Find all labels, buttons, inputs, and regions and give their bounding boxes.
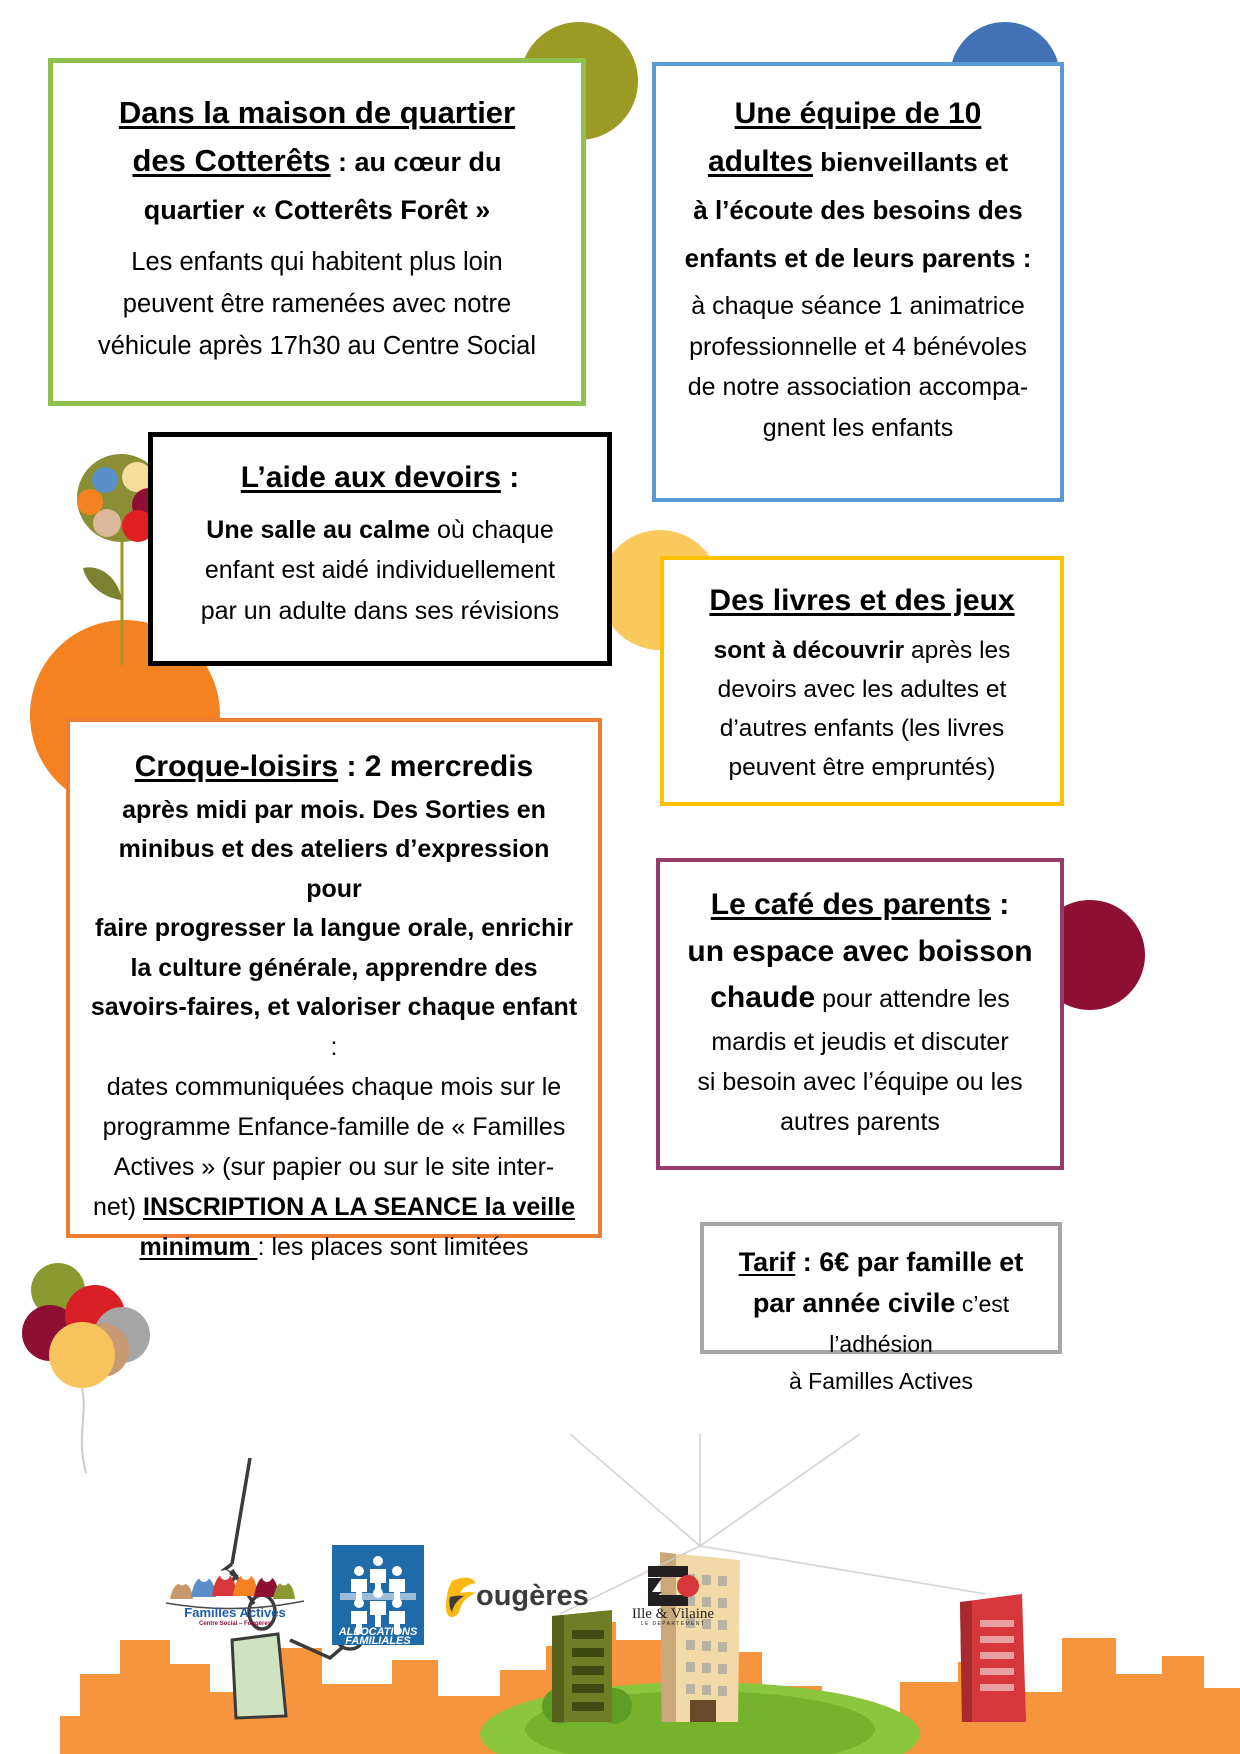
maison-body-line1: Les enfants qui habitent plus loin bbox=[131, 248, 503, 277]
card-equipe-adultes bbox=[652, 62, 1064, 502]
tarif-heading-rest: : 6€ par famille et bbox=[795, 1247, 1024, 1277]
equipe-heading-line4: enfants et de leurs parents : bbox=[684, 243, 1032, 273]
tarif-heading-line2-rest: c’est l’adhésion bbox=[829, 1290, 1010, 1357]
equipe-body-line4: gnent les enfants bbox=[762, 413, 954, 442]
cafe-heading-rest: : bbox=[990, 888, 1010, 921]
card-tarif bbox=[700, 1222, 1062, 1394]
ille-et-vilaine-logo-icon bbox=[618, 1564, 728, 1626]
maison-body-line2: peuvent être ramenées avec notre bbox=[122, 290, 512, 319]
equipe-body-line1: à chaque séance 1 animatrice bbox=[691, 292, 1025, 320]
croque-body-line1: dates communiquées chaque mois sur le bbox=[106, 1073, 562, 1101]
card-livres-et-jeux bbox=[660, 556, 1064, 806]
croque-heading-rest: : 2 mercredis bbox=[338, 750, 534, 783]
cafe-heading-underlined: Le café des parents bbox=[710, 888, 991, 921]
croque-body-line3: Actives » (sur papier ou sur le site inter- bbox=[113, 1153, 555, 1181]
tarif-heading-underlined: Tarif bbox=[738, 1247, 796, 1277]
croque-sub-line5-rest: : bbox=[330, 1032, 338, 1061]
livres-body-line2: devoirs avec les adultes et bbox=[717, 675, 1007, 703]
croque-sub-line1-rest: Des Sorties en bbox=[365, 795, 546, 824]
aide-body-line2: enfant est aidé individuellement bbox=[204, 556, 556, 585]
croque-body-line2: programme Enfance-famille de « Familles bbox=[102, 1113, 566, 1141]
croque-sub-line1: après midi par mois. bbox=[122, 795, 366, 824]
partner-logos bbox=[160, 1540, 750, 1650]
maison-heading-line3: quartier « Cotterêts Forêt » bbox=[143, 195, 491, 226]
equipe-heading-line1: Une équipe de 10 bbox=[734, 97, 982, 130]
caf-allocations-familiales-logo-icon bbox=[332, 1545, 424, 1645]
croque-sub-line4: la culture générale, apprendre des bbox=[130, 953, 538, 982]
livres-body-line3: d’autres enfants (les livres bbox=[719, 714, 1005, 742]
card-aide-aux-devoirs bbox=[148, 432, 612, 666]
ille-vilaine-subtitle: LE DEPARTEMENT bbox=[640, 1621, 706, 1626]
croque-sub-line5: savoirs-faires, et valoriser chaque enfant bbox=[90, 993, 578, 1021]
croque-body-line5-underlined: minimum bbox=[139, 1233, 258, 1261]
livres-body-line4: peuvent être empruntés) bbox=[728, 754, 996, 782]
cafe-body-line1: mardis et jeudis et discuter bbox=[711, 1027, 1009, 1056]
card-cafe-des-parents bbox=[656, 858, 1064, 1170]
cafe-heading-line3-rest: pour attendre les bbox=[815, 985, 1010, 1013]
equipe-body-line3: de notre association accompa- bbox=[687, 373, 1029, 401]
croque-body-line4-pre: net) bbox=[92, 1193, 143, 1221]
aide-heading-rest: : bbox=[500, 461, 520, 494]
croque-sub-line3: faire progresser la langue orale, enrichir bbox=[95, 914, 573, 942]
caf-line2: FAMILIALES bbox=[345, 1635, 411, 1645]
aide-body-line1-rest: où chaque bbox=[430, 515, 554, 544]
aide-heading-underlined: L’aide aux devoirs bbox=[240, 461, 501, 494]
maison-heading-line1: Dans la maison de quartier bbox=[118, 95, 516, 130]
maison-heading-line2-rest: : au cœur du bbox=[330, 147, 502, 178]
equipe-heading-line2-rest: bienveillants et bbox=[812, 147, 1009, 177]
croque-heading-underlined: Croque-loisirs bbox=[134, 750, 339, 783]
aide-body-bold: Une salle au calme bbox=[206, 515, 430, 544]
caf-line1: ALLOCATIONS bbox=[338, 1626, 418, 1638]
cafe-body-line3: autres parents bbox=[780, 1107, 940, 1136]
livres-body-line1-rest: après les bbox=[904, 636, 1011, 664]
tarif-body-line1: à Familles Actives bbox=[788, 1367, 974, 1394]
cafe-heading-line2: un espace avec boisson bbox=[687, 934, 1033, 968]
livres-body-bold: sont à découvrir bbox=[713, 636, 905, 664]
fougeres-logo-icon bbox=[446, 1571, 596, 1619]
tarif-heading-line2-bold: par année civile bbox=[752, 1287, 956, 1318]
equipe-heading-line2-underlined: adultes bbox=[707, 145, 813, 178]
familles-actives-name: Familles Actives bbox=[184, 1605, 286, 1620]
croque-body-line4-underlined: INSCRIPTION A LA SEANCE la veille bbox=[143, 1193, 576, 1221]
familles-actives-subtitle: Centre Social – Fougères bbox=[198, 1621, 272, 1627]
familles-actives-logo-icon bbox=[160, 1563, 310, 1627]
ille-vilaine-name: Ille & Vilaine bbox=[631, 1606, 715, 1622]
livres-heading: Des livres et des jeux bbox=[709, 584, 1015, 617]
equipe-body-line2: professionnelle et 4 bénévoles bbox=[689, 332, 1027, 361]
cafe-body-line2: si besoin avec l’équipe ou les bbox=[697, 1067, 1023, 1096]
cafe-heading-line3-bold: chaude bbox=[710, 981, 816, 1014]
croque-sub-line2: minibus et des ateliers d’expression pour bbox=[118, 835, 550, 903]
card-croque-loisirs bbox=[66, 718, 602, 1261]
card-maison-de-quartier bbox=[48, 58, 586, 406]
aide-body-line3: par un adulte dans ses révisions bbox=[200, 596, 560, 625]
croque-body-line5-rest: : les places sont limitées bbox=[257, 1233, 529, 1261]
equipe-heading-line3: à l’écoute des besoins des bbox=[693, 195, 1023, 225]
maison-heading-line2-underlined: des Cotterêts bbox=[132, 143, 331, 179]
fougeres-name: ougères bbox=[476, 1580, 589, 1612]
maison-body-line3: véhicule après 17h30 au Centre Social bbox=[97, 332, 537, 361]
